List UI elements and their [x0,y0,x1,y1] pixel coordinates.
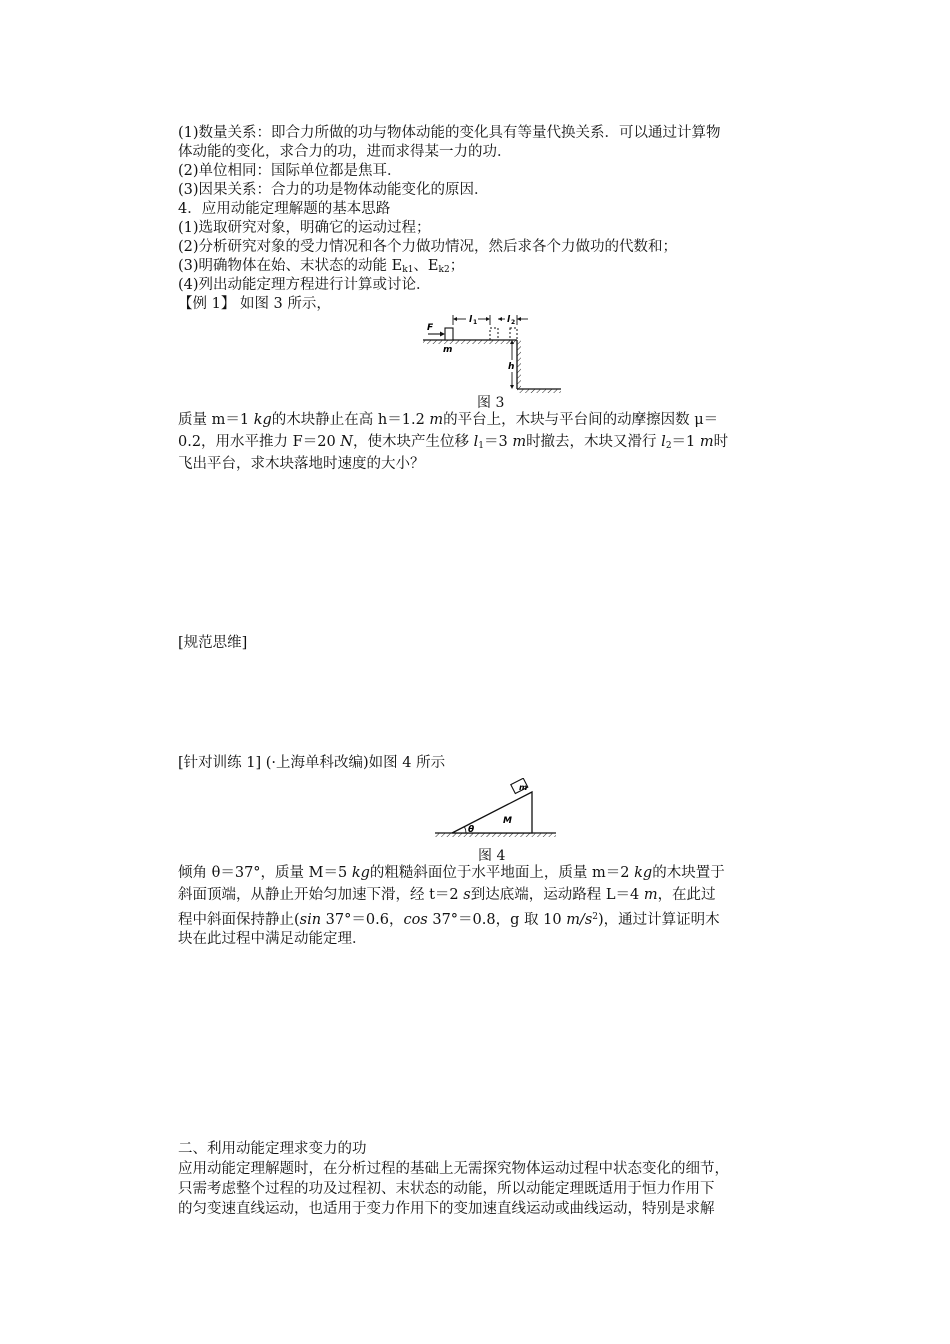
text-segment: 的粗糙斜面位于水平地面上，质量 m＝2 [369,865,635,881]
subscript: k2 [438,265,450,275]
unit: kg [634,865,653,881]
unit: kg [253,412,272,428]
subscript: k1 [402,265,414,275]
text-line: 飞出平台，求木块落地时速度的大小？ [178,456,425,472]
text-segment: 倾角 θ＝37°，质量 M＝5 [178,865,352,881]
height-label: h [508,362,515,372]
text-line: 的匀变速直线运动，也适用于变力作用下的变加速直线运动或曲线运动，特别是求解 [178,1201,715,1217]
text-line: (2)分析研究对象的受力情况和各个力做功情况，然后求各个力做功的代数和； [178,239,678,255]
text-segment: )，通过计算证明木 [598,912,720,928]
text-segment: 程中斜面保持静止( [178,912,300,928]
text-segment: ，使木块产生位移 [352,434,474,450]
unit: m/s [566,912,593,928]
text-segment: 、E [413,258,439,274]
text-segment: 到达底端，运动路程 L＝4 [470,887,644,903]
text-segment: (3)明确物体在始、末状态的动能 E [178,258,403,274]
variable: l [473,434,479,450]
l2-subscript: 2 [511,319,516,326]
l1-subscript: 1 [473,319,478,326]
text-line [178,433,728,456]
text-segment: ； [449,258,465,274]
figure-3-diagram [410,310,570,396]
unit: s [463,887,471,903]
text-line: 体动能的变化，求合力的功，进而求得某一力的功． [178,144,512,160]
text-segment: ，在此过 [657,887,716,903]
text-segment: 斜面顶端，从静止开始匀加速下滑，经 t＝2 [178,887,464,903]
unit: N [340,434,353,450]
text-segment: 质量 m＝1 [178,412,254,428]
figure-4-diagram [432,778,562,846]
text-segment: ＝3 [483,434,513,450]
subscript: 1 [478,441,484,451]
figure-caption: 图 4 [478,848,506,864]
text-line [178,886,716,905]
text-line: 应用动能定理解题时，在分析过程的基础上无需探究物体运动过程中状态变化的细节， [178,1161,729,1177]
unit: m [643,887,658,903]
example-header: 【例 1】 如图 3 所示， [178,296,331,312]
text-segment: 的木块静止在高 h＝1.2 [271,412,430,428]
text-segment: 0.2，用水平推力 F＝20 [178,434,341,450]
text-segment: 时 [713,434,729,450]
text-line: (1)选取研究对象，明确它的运动过程； [178,220,431,236]
text-segment: 时撤去，木块又滑行 [526,434,662,450]
force-label: F [427,323,434,333]
l1-label: l [469,315,473,325]
text-line: (4)列出动能定理方程进行计算或讨论． [178,277,431,293]
figure-caption: 图 3 [477,395,505,411]
text-line: (1)数量关系：即合力所做的功与物体动能的变化具有等量代换关系．可以通过计算物 [178,125,721,141]
text-line: 只需考虑整个过程的功及过程初、末状态的动能，所以动能定理既适用于恒力作用下 [178,1181,715,1197]
training-header: [针对训练 1] (·上海单科改编)如图 4 所示 [178,755,446,771]
text-line [178,908,720,930]
text-line: 块在此过程中满足动能定理． [178,931,367,947]
subscript: 2 [665,441,672,451]
function-name: sin [299,912,322,928]
variable: l [661,434,666,450]
text-line [178,411,718,430]
text-segment: 37°＝0.6， [321,912,404,928]
section-heading: 二、利用动能定理求变力的功 [178,1141,367,1157]
text-segment: ＝1 [671,434,700,450]
function-name: cos [403,912,428,928]
text-line: (3)因果关系：合力的功是物体动能变化的原因． [178,182,489,198]
angle-label: θ [468,825,475,835]
unit: m [699,434,714,450]
section-label: [规范思维] [178,635,248,651]
section-heading: 4．应用动能定理解题的基本思路 [178,201,391,217]
small-mass-label: m [519,783,528,792]
text-line: (2)单位相同：国际单位都是焦耳． [178,163,402,179]
superscript: 2 [592,912,598,922]
text-segment: 的木块置于 [652,865,725,881]
unit: kg [351,865,370,881]
l2-label: l [507,315,511,325]
mass-label: m [443,345,453,355]
text-segment: 的平台上，木块与平台间的动摩擦因数 μ＝ [443,412,719,428]
text-segment: 37°＝0.8，g 取 10 [427,912,567,928]
unit: m [512,434,527,450]
big-mass-label: M [503,816,512,826]
text-line [178,864,725,883]
unit: m [429,412,444,428]
